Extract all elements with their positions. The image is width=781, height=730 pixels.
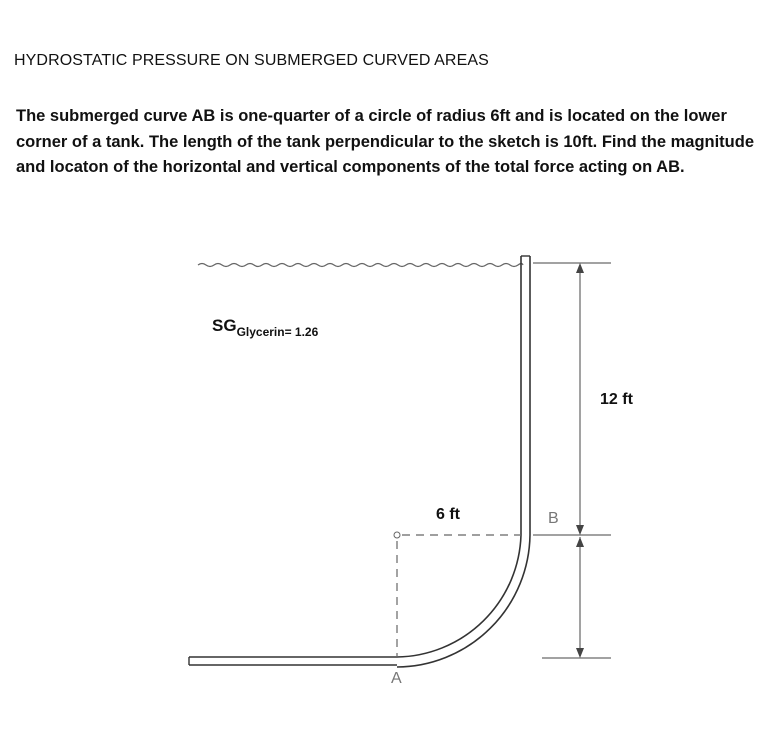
fluid-label-sub: Glycerin= 1.26 xyxy=(236,325,319,339)
problem-statement: The submerged curve AB is one-quarter of a circle of radius 6ft and is located on the lower corner of a tank. The length of the tank perpendicular to the sketch is 10ft. Find the magnitude and locaton of the horizontal and vertical components of the total force acting on AB. xyxy=(16,107,755,176)
curve-ab-outer xyxy=(397,535,530,667)
radius-label: 6 ft xyxy=(436,506,460,523)
point-b-label: B xyxy=(548,510,559,527)
height-label: 12 ft xyxy=(600,391,633,408)
center-point-o xyxy=(394,532,400,538)
fluid-label xyxy=(212,316,319,339)
dim-arrow-top xyxy=(576,263,584,273)
free-surface-line xyxy=(198,264,523,267)
dim-arrow-mid-down xyxy=(576,537,584,547)
dim-arrow-mid-up xyxy=(576,525,584,535)
curve-ab-inner xyxy=(397,535,521,657)
point-a-label: A xyxy=(391,670,402,687)
dim-arrow-bottom xyxy=(576,648,584,658)
page-title: HYDROSTATIC PRESSURE ON SUBMERGED CURVED AREAS xyxy=(14,52,489,69)
fluid-label-main: SG xyxy=(212,316,237,335)
